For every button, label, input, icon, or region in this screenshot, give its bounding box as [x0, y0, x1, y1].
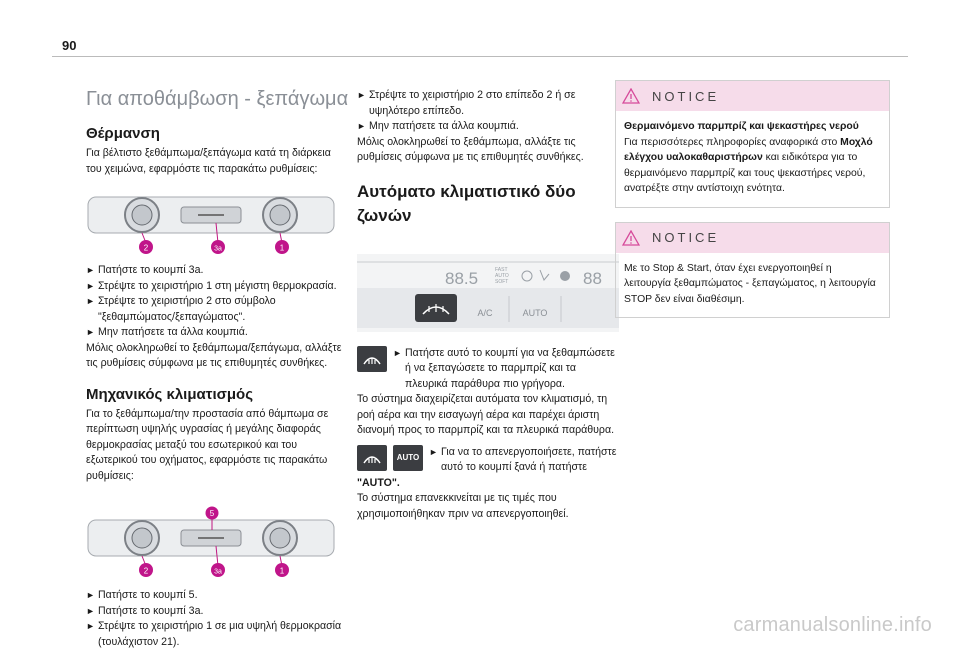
ac-panel-illustration — [86, 506, 336, 582]
watermark: carmanualsonline.info — [733, 614, 932, 636]
ac-panel-label-3a: 3a — [214, 568, 222, 576]
page-number: 90 — [62, 38, 77, 53]
notice-1-bold-link: Μοχλό ελέγχου υαλοκαθαριστήρων — [624, 136, 873, 163]
column-3 — [615, 80, 890, 328]
display-ac-label: A/C — [477, 307, 493, 318]
section-title: Για αποθάμβωση - ξεπάγωμα — [86, 88, 349, 110]
heating-step-3: ► Στρέψτε το χειριστήριο 2 στο σύμβολο "ξεθαμπώματος/ξεπαγώματος". — [86, 294, 348, 325]
windscreen-defrost-icon — [357, 346, 387, 372]
panel-label-3a: 3a — [214, 245, 222, 253]
ac-step-2: ► Πατήστε το κουμπί 3a. — [86, 604, 348, 620]
warning-triangle-icon — [622, 88, 640, 104]
ac-step-1: ► Πατήστε το κουμπί 5. — [86, 588, 348, 604]
display-auto-label: AUTO — [522, 307, 548, 318]
notice-1-bold-heading: Θερμαινόμενο παρμπρίζ και ψεκαστήρες νερού — [624, 121, 859, 132]
panel-label-2: 2 — [143, 243, 149, 253]
heating-panel-illustration — [86, 187, 336, 257]
deactivate-step-text: ► Για να το απενεργοποιήσετε, πατήστε αυτό το κουμπί ξανά ή πατήστε — [429, 445, 619, 476]
defrost-step-text: ► Πατήστε αυτό το κουμπί για να ξεθαμπώσετε ή να ξεπαγώσετε το παρμπρίζ και τα πλευρικά παράθυρα πιο γρήγορα. — [393, 346, 619, 393]
column-1 — [86, 80, 348, 650]
ac-step-4: ► Στρέψτε το χειριστήριο 2 στο επίπεδο 2 ή σε υψηλότερο επίπεδο. — [357, 88, 619, 119]
dual-zone-heading: Αυτόματο κλιματιστικό δύο ζωνών — [357, 181, 576, 225]
heating-step-1: ► Πατήστε το κουμπί 3a. — [86, 263, 348, 279]
display-right-temp: 88 — [583, 268, 602, 288]
display-auto: AUTO — [495, 272, 509, 279]
heating-step-4: ► Μην πατήσετε τα άλλα κουμπιά. — [86, 325, 348, 341]
display-fast: FAST — [495, 266, 508, 273]
ac-step-3: ► Στρέψτε το χειριστήριο 1 σε μια υψηλή θερμοκρασία (τουλάχιστον 21). — [86, 619, 348, 650]
dual-zone-para-1: Το σύστημα διαχειρίζεται αυτόματα τον κλιματισμό, τη ροή αέρα και την εισαγωγή αέρα και παρέχει άριστη διανομή προς το παρμπρίζ και τα πλευρικά παράθυρα. — [357, 393, 615, 436]
defrost-step — [357, 346, 619, 393]
heating-step-2: ► Στρέψτε το χειριστήριο 1 στη μέγιστη θερμοκρασία. — [86, 279, 348, 295]
notice-1-text-a: Για περισσότερες πληροφορίες αναφορικά στο — [624, 136, 841, 148]
ac-panel-label-1: 1 — [279, 566, 285, 576]
ac-heading: Μηχανικός κλιματισμός — [86, 385, 254, 403]
ac-step-5: ► Μην πατήσετε τα άλλα κουμπιά. — [357, 119, 619, 135]
notice-1-text-b: και ειδικότερα για το θερμαινόμενο παρμπρίζ και τους ψεκαστήρες νερού, ανατρέξτε στην αντίστοιχη ενότητα. — [624, 152, 866, 194]
windscreen-defrost-icon-2 — [357, 445, 387, 471]
notice-box-1 — [615, 80, 890, 208]
heating-heading: Θέρμανση — [86, 125, 160, 142]
notice-2-text: Με το Stop & Start, όταν έχει ενεργοποιηθεί η λειτουργία ξεθαμπώματος - ξεπαγώματος, η λειτουργία STOP δεν είναι διαθέσιμη. — [624, 262, 876, 305]
display-soft: SOFT — [495, 278, 509, 285]
warning-triangle-icon — [622, 230, 640, 246]
notice-1-title: NOTICE — [652, 88, 720, 104]
ac-panel-label-5: 5 — [209, 509, 215, 518]
notice-box-2 — [615, 222, 890, 319]
ac-intro: Για το ξεθάμπωμα/την προστασία από θάμπωμα σε περίπτωση υψηλής υγρασίας ή μεγάλης διαφοράς θερμοκρασίας μεταξύ του εσωτερικού και του εξωτερικού του οχήματος, εφαρμόστε τις παρακάτω ρυθμίσεις: — [86, 407, 329, 482]
auto-button-icon: AUTO — [393, 445, 423, 471]
ac-after: Μόλις ολοκληρωθεί το ξεθάμπωμα, αλλάξτε τις ρυθμίσεις σύμφωνα με τις επιθυμητές συνθήκες. — [357, 135, 584, 163]
auto-quote: "AUTO". — [357, 476, 400, 489]
dual-zone-panel-illustration — [357, 254, 619, 332]
ac-panel-label-2: 2 — [143, 566, 149, 576]
heating-after: Μόλις ολοκληρωθεί το ξεθάμπωμα/ξεπάγωμα, αλλάξτε τις ρυθμίσεις σύμφωνα με τις επιθυμητές συνθήκες. — [86, 341, 342, 369]
notice-2-title: NOTICE — [652, 230, 720, 245]
column-2 — [357, 88, 619, 522]
panel-label-1: 1 — [279, 243, 285, 253]
dual-zone-para-2: Το σύστημα επανεκκινείται με τις τιμές που χρησιμοποιήθηκαν πριν να απενεργοποιηθεί. — [357, 492, 569, 520]
heating-intro: Για βέλτιστο ξεθάμπωμα/ξεπάγωμα κατά τη διάρκεια του χειμώνα, εφαρμόστε τις παρακάτω ρυθμίσεις: — [86, 147, 331, 175]
deactivate-step — [357, 445, 619, 476]
display-left-temp: 88.5 — [445, 268, 479, 288]
header-divider — [52, 56, 908, 57]
